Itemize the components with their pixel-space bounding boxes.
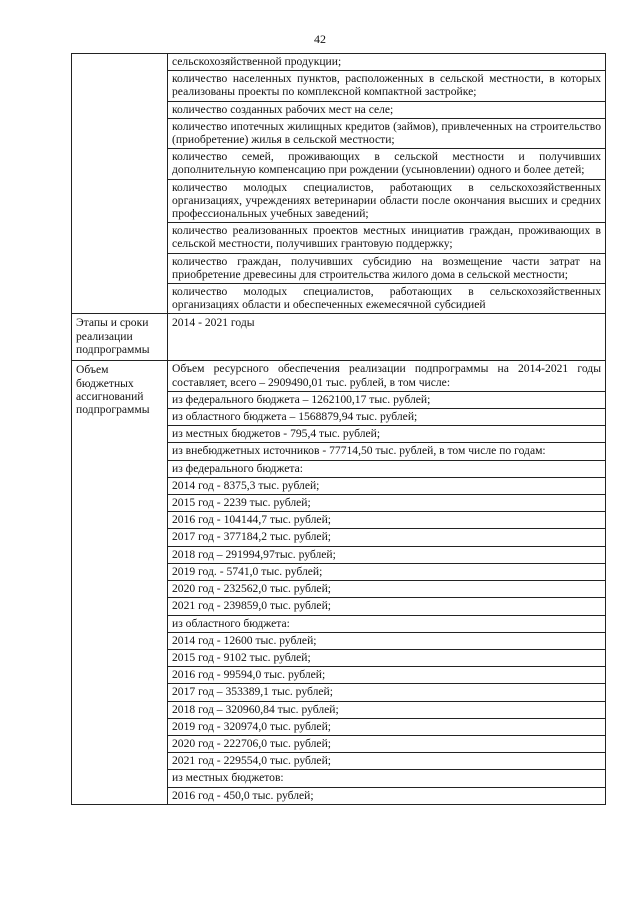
indicator-item: количество созданных рабочих мест на селе; [168, 102, 605, 119]
funding-line: 2014 год - 8375,3 тыс. рублей; [168, 478, 605, 495]
funding-line: 2016 год - 450,0 тыс. рублей; [172, 788, 314, 802]
funding-line: 2016 год - 99594,0 тыс. рублей; [168, 667, 605, 684]
program-passport-table [71, 53, 606, 805]
indicator-item: количество реализованных проектов местных инициатив граждан, проживающих в сельской местности, получивших грантовую поддержку; [168, 223, 605, 253]
funding-line: 2014 год - 12600 тыс. рублей; [168, 633, 605, 650]
funding-line: 2018 год – 291994,97тыс. рублей; [168, 547, 605, 564]
funding-line: 2017 год – 353389,1 тыс. рублей; [168, 684, 605, 701]
funding-line: 2021 год - 229554,0 тыс. рублей; [168, 753, 605, 770]
stages-row [72, 314, 606, 361]
funding-line: 2016 год - 104144,7 тыс. рублей; [168, 512, 605, 529]
funding-line: 2019 год - 320974,0 тыс. рублей; [168, 719, 605, 736]
funding-line: 2021 год - 239859,0 тыс. рублей; [168, 598, 605, 615]
funding-line: 2015 год - 2239 тыс. рублей; [168, 495, 605, 512]
indicators-label-cell [72, 54, 168, 314]
funding-line: из федерального бюджета: [168, 461, 605, 478]
indicators-content-cell [168, 54, 606, 314]
funding-line: Объем ресурсного обеспечения реализации подпрограммы на 2014-2021 годы составляет, всего – 2909490,01 тыс. рублей, в том числе: [168, 361, 605, 391]
funding-line: 2017 год - 377184,2 тыс. рублей; [168, 529, 605, 546]
funding-line: 2015 год - 9102 тыс. рублей; [168, 650, 605, 667]
funding-line: из местных бюджетов: [168, 770, 605, 787]
indicators-row [72, 54, 606, 314]
funding-line: из внебюджетных источников - 77714,50 тыс. рублей, в том числе по годам: [168, 443, 605, 460]
funding-line: из областного бюджета: [168, 616, 605, 633]
funding-line: из областного бюджета – 1568879,94 тыс. рублей; [168, 409, 605, 426]
stages-value: 2014 - 2021 годы [168, 314, 606, 361]
funding-line: 2018 год – 320960,84 тыс. рублей; [168, 702, 605, 719]
funding-content-cell [168, 361, 606, 804]
indicator-item: количество граждан, получивших субсидию на возмещение части затрат на приобретение древесины для строительства жилого дома в сельской местности; [168, 254, 605, 284]
page-number: 42 [314, 32, 326, 46]
funding-row [72, 361, 606, 804]
funding-label: Объем бюджетных ассигнований подпрограммы [72, 361, 168, 804]
indicator-item: количество молодых специалистов, работающих в сельскохозяйственных организациях области и обеспеченных ежемесячной субсидией [172, 285, 601, 312]
funding-line: 2019 год. - 5741,0 тыс. рублей; [168, 564, 605, 581]
stages-label: Этапы и сроки реализации подпрограммы [72, 314, 168, 361]
funding-line: из местных бюджетов - 795,4 тыс. рублей; [168, 426, 605, 443]
funding-line: 2020 год - 222706,0 тыс. рублей; [168, 736, 605, 753]
funding-line: из федерального бюджета – 1262100,17 тыс. рублей; [168, 392, 605, 409]
indicator-item: количество ипотечных жилищных кредитов (займов), привлеченных на строительство (приобретение) жилья в сельской местности; [168, 119, 605, 149]
funding-line: 2020 год - 232562,0 тыс. рублей; [168, 581, 605, 598]
indicator-item: количество молодых специалистов, работающих в сельскохозяйственных организациях, учреждениях ветеринарии области после окончания высших и средних профессиональных учебных заведений; [168, 180, 605, 224]
indicator-item: количество семей, проживающих в сельской местности и получивших дополнительную компенсацию при рождении (усыновлении) одного и более детей; [168, 149, 605, 179]
indicator-item: количество населенных пунктов, расположенных в сельской местности, в которых реализованы проекты по комплексной компактной застройке; [168, 71, 605, 101]
indicator-item: сельскохозяйственной продукции; [168, 54, 605, 71]
